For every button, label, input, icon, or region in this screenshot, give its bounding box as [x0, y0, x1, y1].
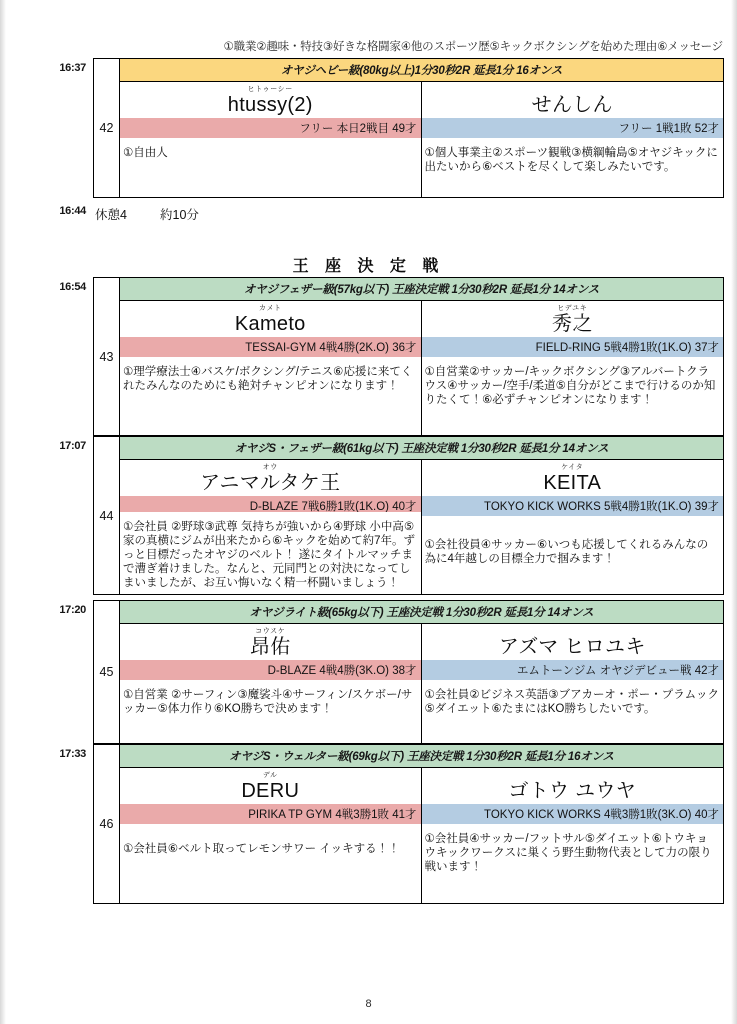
blue-corner-42 — [422, 82, 724, 197]
bout-class-bar-42: オヤジヘビー級(80kg以上)1分30秒2R 延長1分 16オンス — [120, 59, 723, 82]
red-fighter-name-45: 昂佑 — [249, 636, 291, 658]
blue-furigana-44: ケイタ — [561, 464, 584, 471]
blue-profile-46: ①会社員④サッカー/フットサル⑤ダイエット⑥トウキョウキックワークスに巣くう野生動物代表として力の限り戦います！ — [422, 824, 724, 903]
blue-record-46: TOKYO KICK WORKS 4戦3勝1敗(3K.O) 40才 — [422, 804, 724, 824]
blue-name-area-45 — [422, 624, 724, 660]
bout-block-44 — [93, 436, 724, 595]
red-furigana-42: ヒトゥーシー — [247, 86, 293, 93]
blue-fighter-name-46: ゴトウ ユウヤ — [508, 780, 637, 802]
bout-fighters-43 — [120, 301, 723, 435]
bout-time-44: 17:07 — [59, 440, 86, 452]
red-corner-43 — [120, 301, 422, 435]
blue-furigana-43: ヒデユキ — [557, 305, 588, 312]
bout-body-43 — [120, 278, 723, 435]
red-fighter-name-43: Kameto — [234, 313, 306, 335]
bout-body-42 — [120, 59, 723, 197]
bout-class-bar-44: オヤジS・フェザー級(61kg以下) 王座決定戦 1分30秒2R 延長1分 14オンス — [120, 437, 723, 460]
red-name-area-46 — [120, 768, 421, 804]
red-furigana-44: オウ — [262, 464, 278, 471]
red-record-44: D-BLAZE 7戦6勝1敗(1K.O) 40才 — [120, 496, 421, 512]
blue-corner-44 — [422, 460, 724, 594]
red-profile-46: ①会社員⑥ベルト取ってレモンサワー イッキする！！ — [120, 824, 421, 903]
blue-corner-46 — [422, 768, 724, 903]
red-furigana-45: コウスケ — [255, 628, 286, 635]
red-record-46: PIRIKA TP GYM 4戦3勝1敗 41才 — [120, 804, 421, 824]
red-name-area-45 — [120, 624, 421, 660]
bout-number-45: 45 — [94, 601, 120, 743]
page-left-edge-shadow — [0, 0, 6, 1024]
red-furigana-46: デル — [262, 772, 278, 779]
blue-name-area-44 — [422, 460, 724, 496]
blue-name-area-43 — [422, 301, 724, 337]
blue-fighter-name-42: せんしん — [531, 94, 613, 116]
bout-time-45: 17:20 — [59, 604, 86, 616]
red-profile-43: ①理学療法士④バスケ/ボクシング/テニス⑥応援に来てくれたみんなのためにも絶対チャンピオンになります！ — [120, 357, 421, 435]
bout-body-44 — [120, 437, 723, 594]
blue-corner-45 — [422, 624, 724, 743]
red-profile-45: ①自営業 ②サーフィン③魔裟斗④サーフィン/スケボー/サッカー⑤体力作り⑥KO勝ちで決めます！ — [120, 680, 421, 743]
red-corner-46 — [120, 768, 422, 903]
blue-fighter-name-45: アズマ ヒロユキ — [498, 636, 646, 658]
red-name-area-43 — [120, 301, 421, 337]
red-corner-45 — [120, 624, 422, 743]
red-fighter-name-44: アニマルタケ王 — [200, 472, 341, 494]
bout-fighters-45 — [120, 624, 723, 743]
bout-class-bar-43: オヤジフェザー級(57kg以下) 王座決定戦 1分30秒2R 延長1分 14オンス — [120, 278, 723, 301]
profile-legend: ①職業②趣味・特技③好きな格闘家④他のスポーツ歴⑤キックボクシングを始めた理由⑥メッセージ — [223, 41, 723, 53]
bout-block-42 — [93, 58, 724, 198]
red-profile-44: ①会社員 ②野球③武尊 気持ちが強いから④野球 小中高⑤家の真横にジムが出来たから⑥キックを始めて約7年。ずっと目標だったオヤジのベルト！ 遂にタイトルマッチまで漕ぎ着けました。なんと、元同門との対決になってしまいましたが、お互い悔いなく精一杯闘いましょう！ — [120, 512, 421, 594]
red-name-area-44 — [120, 460, 421, 496]
red-corner-44 — [120, 460, 422, 594]
section-title: 王 座 決 定 戦 — [292, 258, 445, 275]
bout-fighters-46 — [120, 768, 723, 903]
bout-fighters-42 — [120, 82, 723, 197]
blue-fighter-name-44: KEITA — [543, 472, 602, 494]
red-record-42: フリー 本日2戦目 49才 — [120, 118, 421, 138]
red-profile-42: ①自由人 — [120, 138, 421, 197]
page-number: 8 — [365, 998, 372, 1010]
bout-number-44: 44 — [94, 437, 120, 594]
blue-fighter-name-43: 秀之 — [551, 313, 593, 335]
bout-time-46: 17:33 — [59, 748, 86, 760]
blue-profile-45: ①会社員②ビジネス英語③ブアカーオ・ポー・プラムック⑤ダイエット⑥たまにはKO勝ちしたいです。 — [422, 680, 724, 743]
bout-block-46 — [93, 744, 724, 904]
blue-record-45: エムトーンジム オヤジデビュー戦 42才 — [422, 660, 724, 680]
bout-number-42: 42 — [94, 59, 120, 197]
bout-number-46: 46 — [94, 745, 120, 903]
blue-name-area-42 — [422, 82, 724, 118]
bout-fighters-44 — [120, 460, 723, 594]
break-duration: 約10分 — [160, 208, 199, 222]
blue-profile-42: ①個人事業主②スポーツ観戦③横綱輪島⑤オヤジキックに出たいから⑥ベストを尽くして楽しみたいです。 — [422, 138, 724, 197]
bout-class-bar-46: オヤジS・ウェルター級(69kg以下) 王座決定戦 1分30秒2R 延長1分 16オンス — [120, 745, 723, 768]
bout-block-45 — [93, 600, 724, 744]
red-record-45: D-BLAZE 4戦4勝(3K.O) 38才 — [120, 660, 421, 680]
blue-name-area-46 — [422, 768, 724, 804]
bout-time-43: 16:54 — [59, 281, 86, 293]
bout-body-45 — [120, 601, 723, 743]
blue-profile-43: ①自営業②サッカー/キックボクシング③アルバートクラウス④サッカー/空手/柔道⑤自分がどこまで行けるのか知りたくて！⑥必ずチャンピオンになります！ — [422, 357, 724, 435]
red-furigana-43: カメト — [258, 305, 282, 312]
bout-block-43 — [93, 277, 724, 436]
bout-time-42: 16:37 — [59, 62, 86, 74]
bout-class-bar-45: オヤジライト級(65kg以下) 王座決定戦 1分30秒2R 延長1分 14オンス — [120, 601, 723, 624]
red-name-area-42 — [120, 82, 421, 118]
break-label: 休憩4 — [95, 208, 127, 222]
blue-record-44: TOKYO KICK WORKS 5戦4勝1敗(1K.O) 39才 — [422, 496, 724, 516]
blue-record-43: FIELD-RING 5戦4勝1敗(1K.O) 37才 — [422, 337, 724, 357]
bout-number-43: 43 — [94, 278, 120, 435]
red-corner-42 — [120, 82, 422, 197]
red-record-43: TESSAI-GYM 4戦4勝(2K.O) 36才 — [120, 337, 421, 357]
red-fighter-name-46: DERU — [241, 780, 300, 802]
break-time: 16:44 — [59, 205, 86, 217]
red-fighter-name-42: htussy(2) — [227, 94, 313, 116]
bout-body-46 — [120, 745, 723, 903]
blue-profile-44: ①会社役員④サッカー⑥いつも応援してくれるみんなの為に4年越しの目標全力で掴みます！ — [422, 516, 724, 594]
page-right-edge-shadow — [731, 0, 737, 1024]
blue-corner-43 — [422, 301, 724, 435]
blue-record-42: フリー 1戦1敗 52才 — [422, 118, 724, 138]
